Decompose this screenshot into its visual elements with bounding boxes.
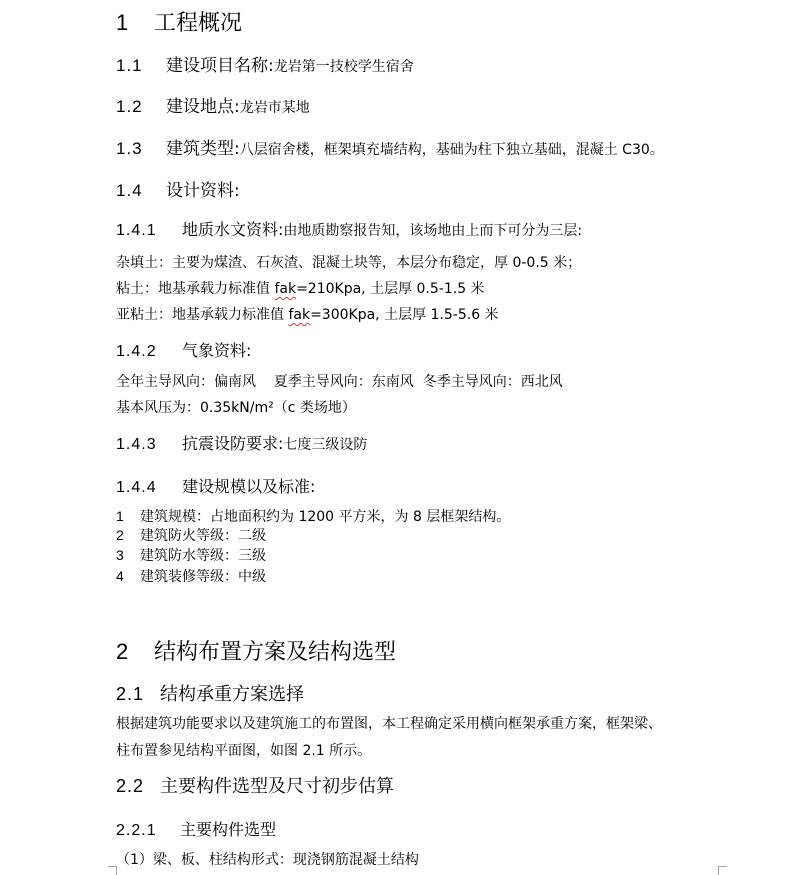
wind-pressure-line: 基本风压为：0.35kN/m²（c 类场地） — [116, 400, 356, 416]
section-1-4-4: 1.4.4 建设规模以及标准: — [116, 477, 316, 496]
wind-direction-line: 全年主导风向：偏南风 夏季主导风向：东南风 冬季主导风向：西北风 — [116, 374, 563, 390]
geology-line-3: 亚粘土：地基承载力标准值 fak=300Kpa, 土层厚 1.5-5.6 米 — [116, 307, 499, 323]
page-corner-mark-left — [108, 866, 117, 875]
section-1-4: 1.4 设计资料: — [116, 181, 240, 201]
section-1-1: 1.1 建设项目名称:龙岩第一技校学生宿舍 — [116, 56, 414, 76]
section-1-4-3: 1.4.3 抗震设防要求:七度三级设防 — [116, 434, 368, 453]
geology-line-2: 粘土：地基承载力标准值 fak=210Kpa, 土层厚 0.5-1.5 米 — [116, 281, 485, 297]
section-2-1: 2.1 结构承重方案选择 — [116, 684, 304, 705]
heading-2 — [116, 635, 396, 666]
section-1-4-1: 1.4.1 地质水文资料:由地质勘察报告知，该场地由上而下可分为三层: — [116, 220, 583, 239]
list-item: 3 建筑防水等级：三级 — [116, 547, 266, 564]
list-item: 2 建筑防火等级：二级 — [116, 527, 266, 544]
geology-line-1: 杂填土：主要为煤渣、石灰渣、混凝土块等，本层分布稳定，厚 0-0.5 米； — [116, 255, 582, 271]
heading-number: 2 — [116, 639, 129, 664]
section-1-3: 1.3 建筑类型:八层宿舍楼，框架填充墙结构，基础为柱下独立基础，混凝土 C30。 — [116, 139, 664, 159]
section-1-4-2: 1.4.2 气象资料: — [116, 341, 252, 360]
heading-number: 1 — [116, 10, 129, 35]
list-item: 4 建筑装修等级：中级 — [116, 568, 266, 585]
heading-1 — [116, 6, 242, 37]
list-item: 1 建筑规模：占地面积约为 1200 平方米，为 8 层框架结构。 — [116, 508, 511, 525]
heading-title: 工程概况 — [154, 11, 243, 36]
section-2-2: 2.2 主要构件选型及尺寸初步估算 — [116, 776, 394, 797]
section-2-1-paragraph-line-1: 根据建筑功能要求以及建筑施工的布置图，本工程确定采用横向框架承重方案，框架梁、 — [116, 716, 662, 732]
section-2-1-paragraph-line-2: 柱布置参见结构平面图，如图 2.1 所示。 — [116, 743, 372, 759]
section-2-2-1-item-1: （1）梁、板、柱结构形式：现浇钢筋混凝土结构 — [116, 852, 419, 868]
page-corner-mark-right — [718, 866, 727, 875]
heading-title: 结构布置方案及结构选型 — [154, 640, 397, 665]
section-1-2: 1.2 建设地点:龙岩市某地 — [116, 97, 310, 117]
section-2-2-1: 2.2.1 主要构件选型 — [116, 820, 277, 839]
